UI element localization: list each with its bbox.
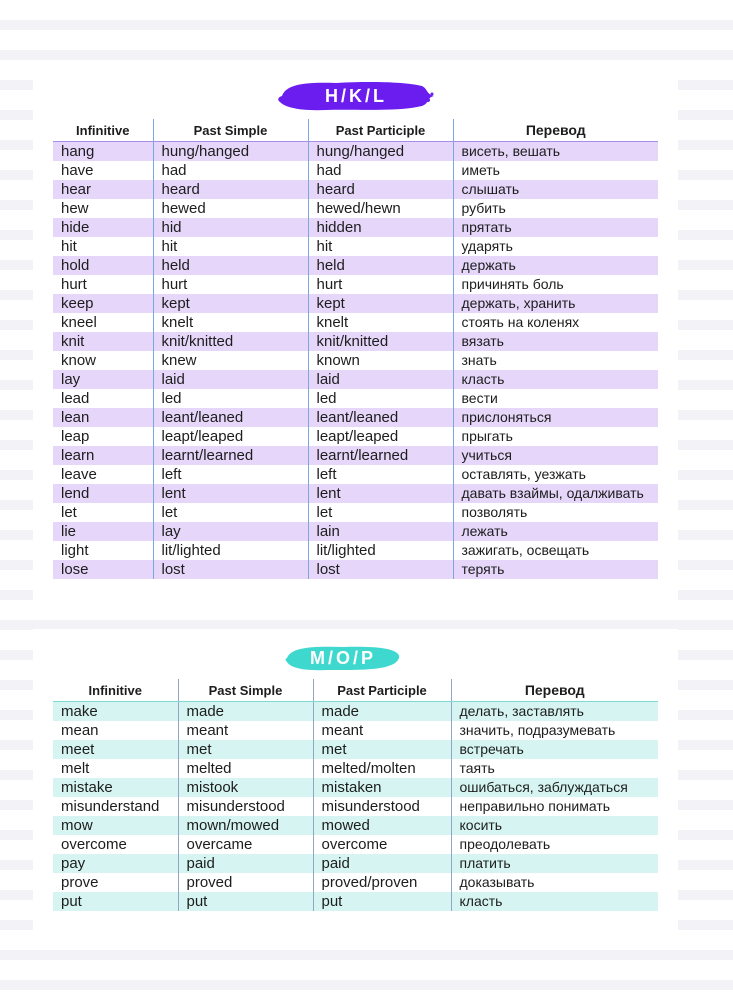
- cell-past-simple: kept: [153, 294, 308, 313]
- cell-infinitive: lie: [53, 522, 153, 541]
- table-row: [53, 351, 658, 370]
- cell-past-simple: lent: [153, 484, 308, 503]
- cell-translation: делать, заставлять: [451, 702, 658, 722]
- cell-translation: доказывать: [451, 873, 658, 892]
- table-row: [53, 180, 658, 199]
- section-card-hkl: [33, 66, 678, 608]
- cell-past-simple: mistook: [178, 778, 313, 797]
- table-row: [53, 835, 658, 854]
- cell-past-participle: leant/leaned: [308, 408, 453, 427]
- cell-past-participle: mowed: [313, 816, 451, 835]
- cell-infinitive: overcome: [61, 836, 127, 853]
- cell-infinitive: lose: [53, 560, 153, 579]
- table-row: [53, 484, 658, 503]
- table-row: [53, 465, 658, 484]
- cell-past-simple: hit: [153, 237, 308, 256]
- cell-past-participle: lent: [308, 484, 453, 503]
- table-row: [53, 854, 658, 873]
- cell-past-simple: lay: [153, 522, 308, 541]
- cell-translation: вязать: [453, 332, 658, 351]
- cell-translation: прислоняться: [453, 408, 658, 427]
- section-card-mop: [33, 629, 678, 943]
- cell-past-simple: leapt/leaped: [153, 427, 308, 446]
- table-row: [53, 797, 658, 816]
- cell-translation: держать, хранить: [453, 294, 658, 313]
- table-row: [53, 313, 658, 332]
- cell-past-simple: met: [178, 740, 313, 759]
- cell-infinitive: lead: [61, 390, 90, 407]
- cell-infinitive: hew: [61, 200, 89, 217]
- cell-past-simple: lost: [153, 560, 308, 579]
- cell-translation: класть: [451, 892, 658, 911]
- cell-past-participle: hewed/hewn: [308, 199, 453, 218]
- table-row: [53, 816, 658, 835]
- header-infinitive: Infinitive: [53, 679, 178, 702]
- cell-past-simple: meant: [178, 721, 313, 740]
- cell-past-participle: let: [308, 503, 453, 522]
- cell-infinitive: misunderstand: [61, 798, 160, 815]
- table-row: [53, 408, 658, 427]
- cell-translation: класть: [453, 370, 658, 389]
- table-row: [53, 778, 658, 797]
- cell-past-participle: hurt: [308, 275, 453, 294]
- cell-past-participle: melted/molten: [313, 759, 451, 778]
- cell-infinitive: hurt: [61, 276, 87, 293]
- table-row: [53, 503, 658, 522]
- cell-infinitive: meet: [53, 740, 178, 759]
- cell-infinitive: learn: [53, 446, 153, 465]
- table-row: [53, 332, 658, 351]
- cell-past-participle: hidden: [308, 218, 453, 237]
- cell-past-simple: knew: [153, 351, 308, 370]
- cell-infinitive: make: [53, 702, 178, 722]
- table-body: [53, 142, 658, 580]
- cell-past-simple: mown/mowed: [178, 816, 313, 835]
- cell-translation: иметь: [453, 161, 658, 180]
- cell-past-simple: hid: [153, 218, 308, 237]
- cell-infinitive: mistake: [53, 778, 178, 797]
- cell-past-simple: hung/hanged: [153, 142, 308, 162]
- header-past-simple: Past Simple: [153, 119, 308, 142]
- cell-infinitive: prove: [61, 874, 99, 891]
- table-row: [53, 389, 658, 408]
- cell-translation: оставлять, уезжать: [453, 465, 658, 484]
- cell-past-simple: had: [153, 161, 308, 180]
- cell-infinitive: keep: [53, 294, 153, 313]
- cell-past-participle: hit: [308, 237, 453, 256]
- cell-translation: преодолевать: [451, 835, 658, 854]
- cell-past-simple: proved: [178, 873, 313, 892]
- section-title-badge-hkl: [276, 76, 436, 116]
- cell-translation: стоять на коленях: [453, 313, 658, 332]
- table-row: [53, 199, 658, 218]
- cell-infinitive: leap: [61, 428, 90, 445]
- cell-past-simple: knit/knitted: [153, 332, 308, 351]
- section-title: M/O/P: [309, 647, 376, 668]
- cell-translation: неправильно понимать: [451, 797, 658, 816]
- cell-translation: ударять: [453, 237, 658, 256]
- cell-infinitive: mean: [61, 722, 99, 739]
- header-translation: Перевод: [453, 119, 658, 142]
- table-row: [53, 892, 658, 911]
- table-row: [53, 370, 658, 389]
- verbs-table-mop: [53, 679, 658, 911]
- cell-translation: вести: [453, 389, 658, 408]
- cell-infinitive: hang: [53, 142, 153, 162]
- cell-past-participle: overcome: [313, 835, 451, 854]
- cell-translation: рубить: [453, 199, 658, 218]
- cell-past-participle: lain: [308, 522, 453, 541]
- cell-translation: значить, подразумевать: [451, 721, 658, 740]
- cell-past-participle: mistaken: [313, 778, 451, 797]
- cell-infinitive: have: [61, 162, 94, 179]
- cell-infinitive: hold: [53, 256, 153, 275]
- cell-infinitive: put: [53, 892, 178, 911]
- cell-past-participle: put: [313, 892, 451, 911]
- cell-past-participle: knit/knitted: [308, 332, 453, 351]
- cell-past-simple: melted: [178, 759, 313, 778]
- cell-past-simple: misunderstood: [178, 797, 313, 816]
- cell-past-simple: left: [153, 465, 308, 484]
- table-row: [53, 446, 658, 465]
- cell-past-simple: put: [178, 892, 313, 911]
- cell-translation: давать взаймы, одалживать: [453, 484, 658, 503]
- table-header-row: [53, 119, 658, 142]
- cell-translation: слышать: [453, 180, 658, 199]
- cell-infinitive: knit: [53, 332, 153, 351]
- cell-translation: ошибаться, заблуждаться: [451, 778, 658, 797]
- cell-past-participle: lost: [308, 560, 453, 579]
- cell-infinitive: mow: [53, 816, 178, 835]
- header-translation: Перевод: [451, 679, 658, 702]
- cell-translation: знать: [453, 351, 658, 370]
- cell-past-simple: laid: [153, 370, 308, 389]
- cell-past-participle: proved/proven: [313, 873, 451, 892]
- verbs-table-hkl: [53, 119, 658, 579]
- table-row: [53, 256, 658, 275]
- cell-infinitive: hear: [53, 180, 153, 199]
- cell-translation: встречать: [451, 740, 658, 759]
- cell-translation: косить: [451, 816, 658, 835]
- table-body: [53, 702, 658, 912]
- table-row: [53, 275, 658, 294]
- cell-past-participle: lit/lighted: [308, 541, 453, 560]
- table-row: [53, 560, 658, 579]
- table-row: [53, 294, 658, 313]
- cell-past-participle: hung/hanged: [308, 142, 453, 162]
- cell-past-simple: learnt/learned: [153, 446, 308, 465]
- table-row: [53, 740, 658, 759]
- cell-infinitive: kneel: [61, 314, 97, 331]
- cell-past-simple: led: [153, 389, 308, 408]
- table-row: [53, 237, 658, 256]
- cell-infinitive: lay: [53, 370, 153, 389]
- cell-infinitive: lean: [53, 408, 153, 427]
- cell-translation: учиться: [453, 446, 658, 465]
- cell-translation: лежать: [453, 522, 658, 541]
- cell-infinitive: leave: [61, 466, 97, 483]
- cell-past-simple: held: [153, 256, 308, 275]
- cell-past-participle: kept: [308, 294, 453, 313]
- cell-infinitive: pay: [53, 854, 178, 873]
- cell-past-participle: held: [308, 256, 453, 275]
- cell-infinitive: hide: [53, 218, 153, 237]
- cell-translation: платить: [451, 854, 658, 873]
- cell-infinitive: lend: [53, 484, 153, 503]
- cell-past-participle: met: [313, 740, 451, 759]
- cell-past-participle: left: [308, 465, 453, 484]
- table-row: [53, 522, 658, 541]
- cell-past-participle: knelt: [308, 313, 453, 332]
- table-row: [53, 427, 658, 446]
- cell-translation: прятать: [453, 218, 658, 237]
- table-header-row: [53, 679, 658, 702]
- header-infinitive: Infinitive: [53, 119, 153, 142]
- cell-past-simple: let: [153, 503, 308, 522]
- cell-translation: висеть, вешать: [453, 142, 658, 162]
- cell-past-simple: overcame: [178, 835, 313, 854]
- cell-past-participle: heard: [308, 180, 453, 199]
- cell-past-participle: learnt/learned: [308, 446, 453, 465]
- cell-past-simple: heard: [153, 180, 308, 199]
- cell-translation: держать: [453, 256, 658, 275]
- cell-translation: таять: [451, 759, 658, 778]
- table-row: [53, 759, 658, 778]
- section-title: H/K/L: [325, 85, 387, 106]
- cell-translation: причинять боль: [453, 275, 658, 294]
- table-row: [53, 873, 658, 892]
- cell-past-simple: knelt: [153, 313, 308, 332]
- cell-translation: позволять: [453, 503, 658, 522]
- cell-past-participle: meant: [313, 721, 451, 740]
- cell-infinitive: hit: [61, 238, 77, 255]
- table-row: [53, 218, 658, 237]
- header-past-participle: Past Participle: [308, 119, 453, 142]
- cell-infinitive: know: [61, 352, 97, 369]
- cell-past-simple: paid: [178, 854, 313, 873]
- table-row: [53, 721, 658, 740]
- table-row: [53, 142, 658, 162]
- header-past-participle: Past Participle: [313, 679, 451, 702]
- cell-past-participle: made: [313, 702, 451, 722]
- cell-translation: прыгать: [453, 427, 658, 446]
- cell-infinitive: melt: [61, 760, 90, 777]
- table-row: [53, 702, 658, 722]
- cell-past-participle: leapt/leaped: [308, 427, 453, 446]
- cell-past-participle: paid: [313, 854, 451, 873]
- table-row: [53, 161, 658, 180]
- cell-infinitive: light: [61, 542, 89, 559]
- cell-past-simple: leant/leaned: [153, 408, 308, 427]
- cell-translation: зажигать, освещать: [453, 541, 658, 560]
- cell-past-simple: hurt: [153, 275, 308, 294]
- cell-past-participle: known: [308, 351, 453, 370]
- cell-translation: терять: [453, 560, 658, 579]
- cell-past-participle: misunderstood: [313, 797, 451, 816]
- cell-past-simple: hewed: [153, 199, 308, 218]
- cell-past-participle: led: [308, 389, 453, 408]
- cell-past-participle: had: [308, 161, 453, 180]
- section-title-badge-mop: [283, 641, 403, 675]
- cell-past-participle: laid: [308, 370, 453, 389]
- header-past-simple: Past Simple: [178, 679, 313, 702]
- cell-infinitive: let: [61, 504, 77, 521]
- cell-past-simple: made: [178, 702, 313, 722]
- table-row: [53, 541, 658, 560]
- cell-past-simple: lit/lighted: [153, 541, 308, 560]
